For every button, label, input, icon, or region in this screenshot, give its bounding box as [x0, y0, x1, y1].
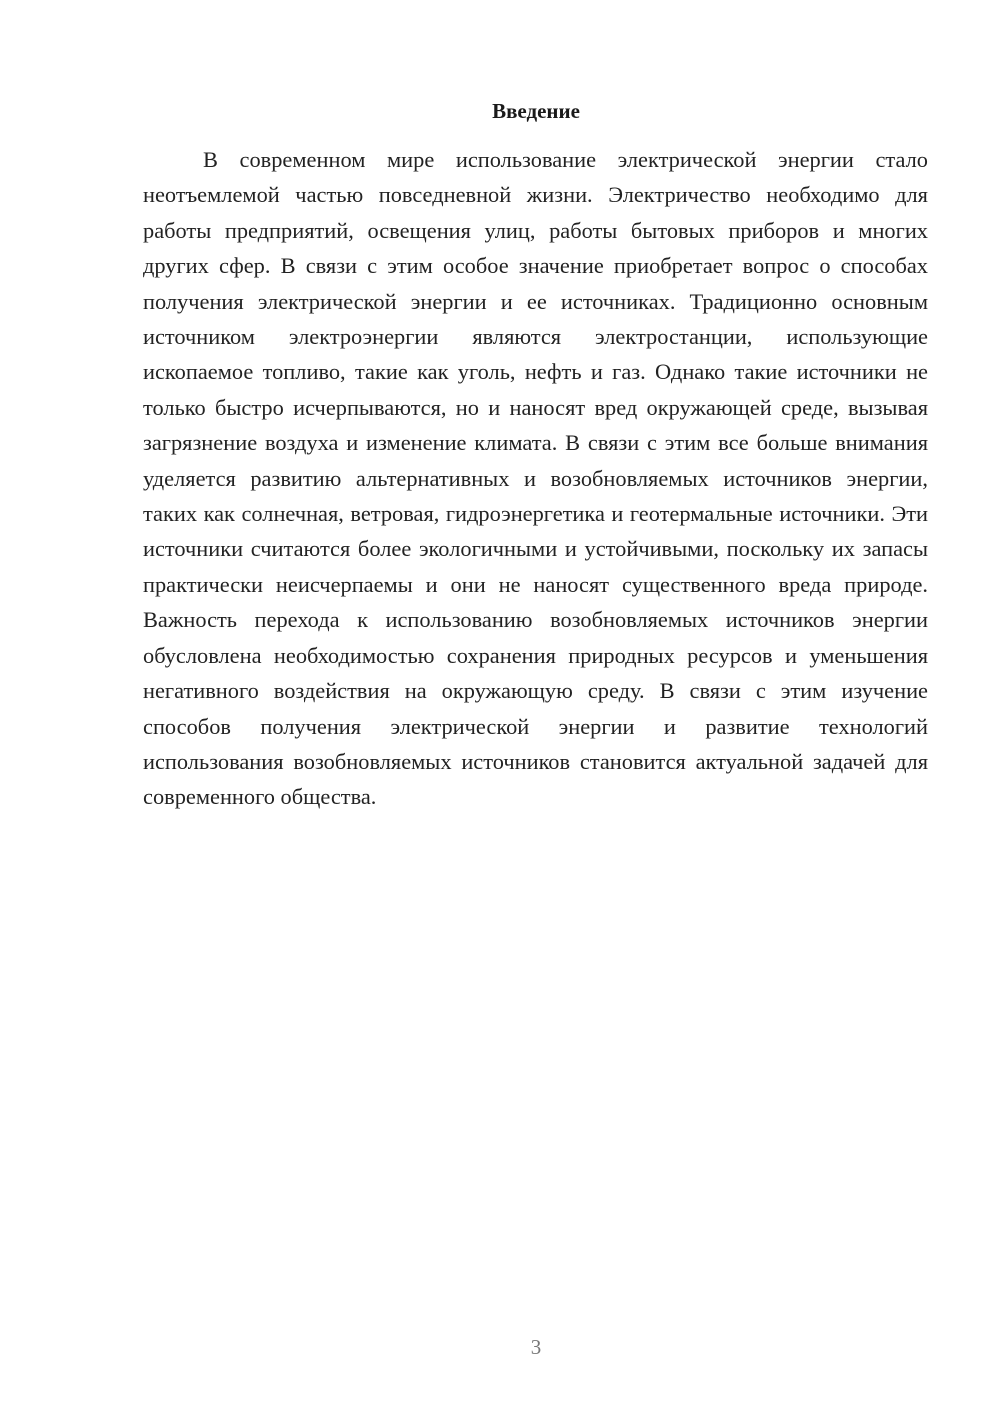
section-heading: Введение [492, 99, 580, 123]
body-paragraph: В современном мире использование электрической энергии стало неотъемлемой частью повседневной жизни. Электричество необходимо для работы предприятий, освещения улиц, работы бытовых приборов и многих других сфер. В связи с этим особое значение приобретает вопрос о способах получения электрической энергии и ее источниках. Традиционно основным источником электроэнергии являются электростанции, использующие ископаемое топливо, такие как уголь, нефть и газ. Однако такие источники не только быстро исчерпываются, но и наносят вред окружающей среде, вызывая загрязнение воздуха и изменение климата. В связи с этим все больше внимания уделяется развитию альтернативных и возобновляемых источников энергии, таких как солнечная, ветровая, гидроэнергетика и геотермальные источники. Эти источники считаются более экологичными и устойчивыми, поскольку их запасы практически неисчерпаемы и они не наносят существенного вреда природе. Важность перехода к использованию возобновляемых источников энергии обусловлена необходимостью сохранения природных ресурсов и уменьшения негативного воздействия на окружающую среду. В связи с этим изучение способов получения электрической энергии и развитие технологий использования возобновляемых источников становится актуальной задачей для современного общества. [143, 147, 928, 810]
page-number: 3 [530, 1335, 542, 1359]
